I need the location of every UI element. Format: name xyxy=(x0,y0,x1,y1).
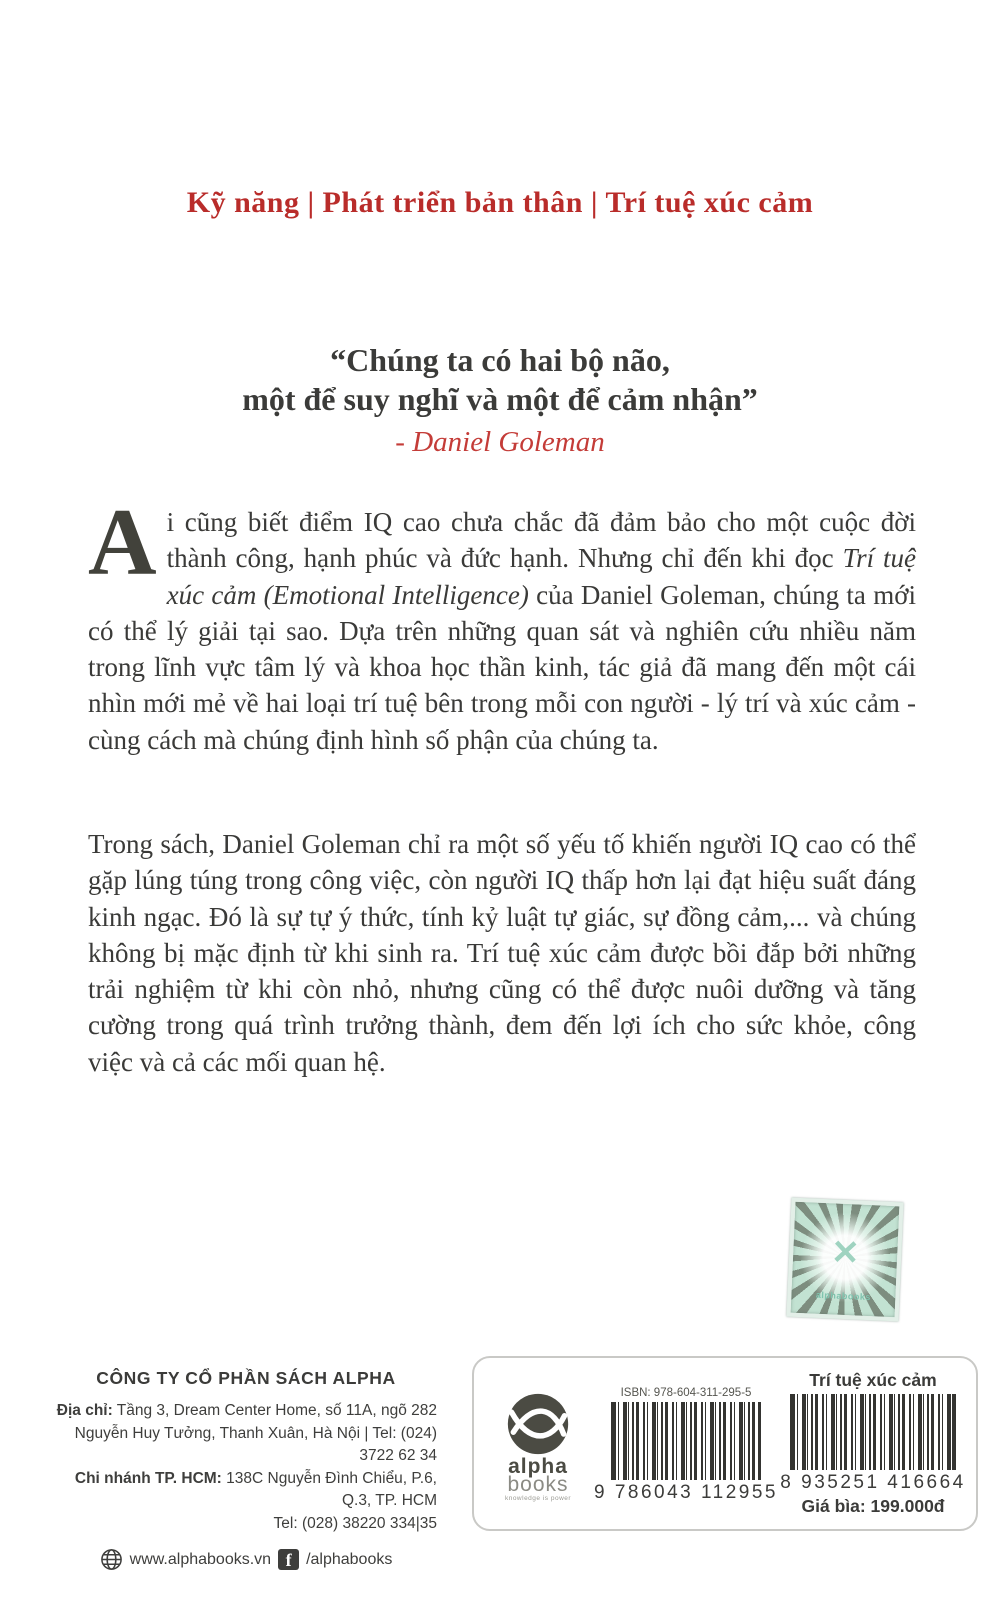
address-line-2: Nguyễn Huy Tưởng, Thanh Xuân, Hà Nội | Tel: (024) 3722 62 34 xyxy=(74,1424,437,1464)
barcode-price-box xyxy=(472,1356,978,1531)
paragraph1-book-title: Trí tuệ xúc cảm (Emotional Intelligence) xyxy=(166,543,917,610)
body-paragraph-2: Trong sách, Daniel Goleman chỉ ra một số yếu tố khiến người IQ cao có thể gặp lúng túng trong công việc, còn người IQ thấp hơn lại đạt hiệu suất đáng kinh ngạc. Đó là sự tự ý thức, tính kỷ luật tự giác, sự đồng cảm,... và chúng không bị mặc định từ khi sinh ra. Trí tuệ xúc cảm được bồi đắp bởi những trải nghiệm từ khi còn nhỏ, nhưng cũng có thể được nuôi dưỡng và tăng cường trong quá trình trưởng thành, đem đến lợi ích cho sức khỏe, công việc và cả các mối quan hệ. xyxy=(88,829,916,1077)
publisher-facebook-handle: /alphabooks xyxy=(306,1550,393,1568)
quote-line-1: “Chúng ta có hai bộ não, xyxy=(330,342,670,378)
publisher-address xyxy=(55,1400,437,1535)
alphabooks-wordmark xyxy=(507,1454,569,1496)
ean-barcode-group xyxy=(770,1370,976,1517)
paragraph1-text: i cũng biết điểm IQ cao chưa chắc đã đảm bảo cho một cuộc đời thành công, hạnh phúc và đức hạnh. Nhưng chỉ đến khi đọc xyxy=(166,507,916,574)
ean-barcode xyxy=(790,1394,956,1470)
isbn-barcode xyxy=(611,1402,761,1480)
isbn-label: ISBN: 978-604-311-295-5 xyxy=(620,1387,752,1399)
hologram-label: alphabooks xyxy=(815,1289,872,1303)
price-label: Giá bìa: 199.000đ xyxy=(801,1496,945,1516)
quote-line-2: một để suy nghĩ và một để cảm nhận” xyxy=(242,381,758,417)
tel-line: Tel: (028) 38220 334|35 xyxy=(273,1514,437,1532)
alphabooks-logo xyxy=(474,1386,602,1502)
logo-word-books: books xyxy=(507,1472,569,1496)
isbn-digits: 9 786043 112955 xyxy=(593,1482,779,1503)
publisher-info-block xyxy=(55,1368,437,1571)
category-line: Kỹ năng | Phát triển bản thân | Trí tuệ xúc cảm xyxy=(186,186,814,219)
address-line-1 xyxy=(55,1400,437,1423)
address-value: Tầng 3, Dream Center Home, số 11A, ngõ 282 xyxy=(112,1402,437,1419)
isbn-barcode-group xyxy=(593,1383,779,1504)
branch-value: 138C Nguyễn Đình Chiểu, P.6, Q.3, TP. HCM xyxy=(221,1469,437,1509)
branch-label: Chi nhánh TP. HCM: xyxy=(74,1469,222,1487)
address-label: Địa chỉ: xyxy=(56,1402,113,1419)
book-title-label: Trí tuệ xúc cảm xyxy=(809,1370,937,1390)
ean-digits: 8 935251 416664 xyxy=(780,1472,966,1493)
publisher-website: www.alphabooks.vn xyxy=(129,1550,272,1568)
publisher-web-row xyxy=(55,1548,437,1571)
paragraph1-text-continued: của Daniel Goleman, chúng ta mới có thể lý giải tại sao. Dựa trên những quan sát và nghiên cứu nhiều năm trong lĩnh vực tâm lý và khoa học thần kinh, tác giả đã mang đến một cái nhìn mới mẻ về hai loại trí tuệ bên trong mỗi con người - lý trí và xúc cảm - cùng cách mà chúng định hình số phận của chúng ta. xyxy=(88,579,916,755)
publisher-name: CÔNG TY CỔ PHẦN SÁCH ALPHA xyxy=(96,1368,396,1388)
globe-icon xyxy=(100,1548,123,1571)
logo-tagline: knowledge is power xyxy=(504,1494,572,1502)
logo-word-alpha: alpha xyxy=(508,1454,568,1478)
hologram-sticker xyxy=(786,1198,903,1322)
quote-block xyxy=(0,341,1000,459)
body-paragraph-1 xyxy=(88,489,917,758)
hologram-alpha-mark: ✕ xyxy=(830,1233,861,1273)
dropcap-letter: A xyxy=(88,489,157,595)
facebook-icon: f xyxy=(278,1549,299,1570)
quote-attribution: - Daniel Goleman xyxy=(395,426,605,458)
branch-line xyxy=(55,1468,437,1513)
alphabooks-logo-icon xyxy=(506,1392,570,1456)
